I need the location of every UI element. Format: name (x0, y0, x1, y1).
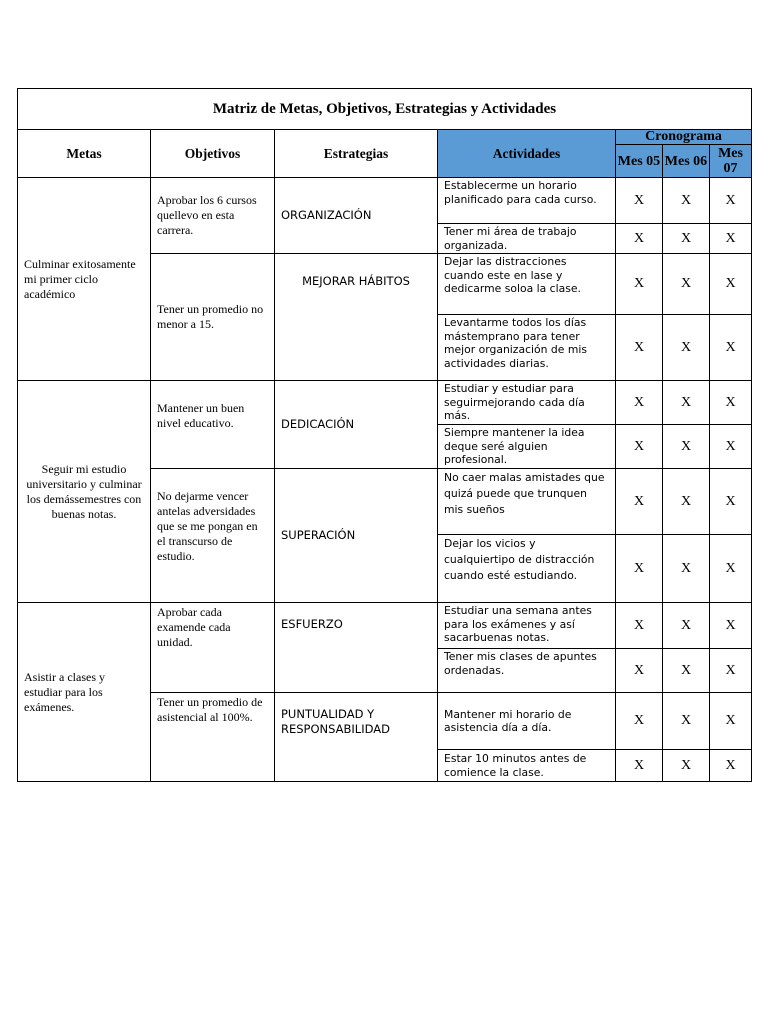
objetivo-cell: Aprobar los 6 cursos quellevo en esta carrera. (151, 178, 275, 254)
estrategia-cell: MEJORAR HÁBITOS (275, 254, 438, 381)
actividad-cell: Siempre mantener la idea deque seré alguien profesional. (438, 425, 616, 469)
header-objetivos: Objetivos (151, 130, 275, 178)
goals-matrix (17, 88, 751, 782)
objetivo-cell: Mantener un buen nivel educativo. (151, 381, 275, 469)
schedule-mark: X (710, 425, 752, 469)
schedule-mark: X (616, 381, 663, 425)
actividad-cell: Estudiar y estudiar para seguirmejorando cada día más. (438, 381, 616, 425)
header-cronograma: Cronograma (616, 130, 752, 145)
objetivo-cell: Aprobar cada examende cada unidad. (151, 603, 275, 693)
schedule-mark: X (616, 224, 663, 254)
schedule-mark: X (710, 750, 752, 782)
objetivo-cell: Tener un promedio de asistencial al 100%. (151, 693, 275, 782)
schedule-mark: X (663, 535, 710, 603)
schedule-mark: X (663, 224, 710, 254)
schedule-mark: X (616, 603, 663, 649)
schedule-mark: X (616, 254, 663, 315)
objetivo-cell: Tener un promedio no menor a 15. (151, 254, 275, 381)
table-row (18, 178, 752, 224)
header-actividades: Actividades (438, 130, 616, 178)
header-metas: Metas (18, 130, 151, 178)
header-month-05: Mes 05 (616, 145, 663, 178)
schedule-mark: X (616, 315, 663, 381)
meta-cell: Seguir mi estudio universitario y culminar los demássemestres con buenas notas. (18, 381, 151, 603)
schedule-mark: X (616, 178, 663, 224)
actividad-cell: No caer malas amistades que quizá puede que trunquen mis sueños (438, 469, 616, 535)
actividad-cell: Estar 10 minutos antes de comience la clase. (438, 750, 616, 782)
actividad-cell: Levantarme todos los días mástemprano para tener mejor organización de mis actividades diarias. (438, 315, 616, 381)
schedule-mark: X (710, 603, 752, 649)
actividad-cell: Tener mis clases de apuntes ordenadas. (438, 649, 616, 693)
schedule-mark: X (663, 254, 710, 315)
table-title: Matriz de Metas, Objetivos, Estrategias y Actividades (18, 89, 752, 130)
table-row (18, 381, 752, 425)
meta-cell: Culminar exitosamente mi primer ciclo académico (18, 178, 151, 381)
estrategia-cell: ESFUERZO (275, 603, 438, 693)
header-month-07: Mes 07 (710, 145, 752, 178)
actividad-cell: Establecerme un horario planificado para cada curso. (438, 178, 616, 224)
schedule-mark: X (663, 693, 710, 750)
estrategia-cell: DEDICACIÓN (275, 381, 438, 469)
actividad-cell: Mantener mi horario de asistencia día a día. (438, 693, 616, 750)
schedule-mark: X (663, 425, 710, 469)
goals-table (17, 88, 752, 782)
schedule-mark: X (710, 224, 752, 254)
schedule-mark: X (710, 315, 752, 381)
header-estrategias: Estrategias (275, 130, 438, 178)
table-row (18, 603, 752, 649)
header-month-06: Mes 06 (663, 145, 710, 178)
meta-cell: Asistir a clases y estudiar para los exámenes. (18, 603, 151, 782)
estrategia-cell: ORGANIZACIÓN (275, 178, 438, 254)
schedule-mark: X (710, 535, 752, 603)
schedule-mark: X (663, 315, 710, 381)
actividad-cell: Tener mi área de trabajo organizada. (438, 224, 616, 254)
schedule-mark: X (616, 535, 663, 603)
objetivo-cell: No dejarme vencer antelas adversidades que se me pongan en el transcurso de estudio. (151, 469, 275, 603)
schedule-mark: X (710, 254, 752, 315)
schedule-mark: X (616, 750, 663, 782)
schedule-mark: X (663, 469, 710, 535)
schedule-mark: X (616, 649, 663, 693)
schedule-mark: X (663, 178, 710, 224)
estrategia-cell: PUNTUALIDAD Y RESPONSABILIDAD (275, 693, 438, 782)
schedule-mark: X (710, 693, 752, 750)
schedule-mark: X (616, 425, 663, 469)
schedule-mark: X (710, 469, 752, 535)
actividad-cell: Dejar las distracciones cuando este en lase y dedicarme soloa la clase. (438, 254, 616, 315)
schedule-mark: X (616, 693, 663, 750)
schedule-mark: X (663, 649, 710, 693)
schedule-mark: X (663, 750, 710, 782)
estrategia-cell: SUPERACIÓN (275, 469, 438, 603)
schedule-mark: X (663, 603, 710, 649)
actividad-cell: Estudiar una semana antes para los exámenes y así sacarbuenas notas. (438, 603, 616, 649)
schedule-mark: X (710, 381, 752, 425)
schedule-mark: X (663, 381, 710, 425)
schedule-mark: X (710, 178, 752, 224)
actividad-cell: Dejar los vicios y cualquiertipo de distracción cuando esté estudiando. (438, 535, 616, 603)
schedule-mark: X (710, 649, 752, 693)
schedule-mark: X (616, 469, 663, 535)
